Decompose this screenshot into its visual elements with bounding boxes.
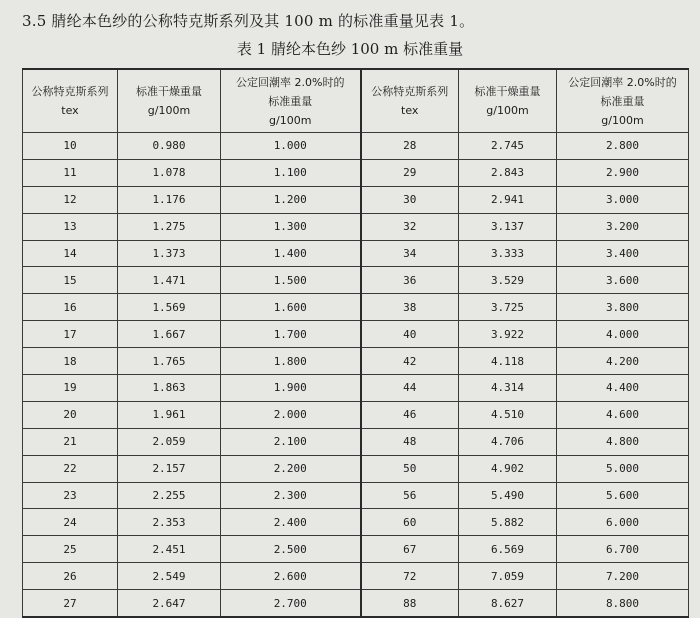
header-std-label-1: 公定回潮率 2.0%时的: [236, 75, 345, 89]
header-tex-unit: tex: [61, 104, 79, 117]
clause-text: 3.5 腈纶本色纱的公称特克斯系列及其 100 m 的标准重量见表 1。: [22, 12, 475, 30]
dry-weight-cell: 4.314: [459, 375, 557, 402]
table-row: [23, 590, 689, 617]
std-weight-cell: 1.300: [221, 213, 361, 240]
dry-weight-cell: 2.647: [118, 590, 221, 617]
dry-weight-cell: 2.059: [118, 428, 221, 455]
dry-weight-cell: 4.510: [459, 401, 557, 428]
std-weight-cell: 1.800: [221, 348, 361, 375]
table-row: [23, 348, 689, 375]
table-row: [23, 401, 689, 428]
tex-cell: 36: [361, 267, 459, 294]
std-weight-cell: 1.500: [221, 267, 361, 294]
table-row: [23, 213, 689, 240]
std-weight-cell: 3.400: [557, 240, 689, 267]
dry-weight-cell: 2.255: [118, 482, 221, 509]
dry-weight-cell: 1.765: [118, 348, 221, 375]
tex-cell: 25: [23, 536, 118, 563]
std-weight-cell: 1.400: [221, 240, 361, 267]
tex-cell: 32: [361, 213, 459, 240]
header-tex-label: 公称特克斯系列: [31, 85, 109, 98]
header-tex-unit: tex: [401, 104, 419, 117]
std-weight-cell: 2.100: [221, 428, 361, 455]
dry-weight-cell: 1.176: [118, 186, 221, 213]
header-std-label-2: 标准重量: [268, 94, 313, 108]
dry-weight-cell: 2.843: [459, 159, 557, 186]
dry-weight-cell: 8.627: [459, 590, 557, 617]
std-weight-cell: 4.800: [557, 428, 689, 455]
tex-cell: 12: [23, 186, 118, 213]
dry-weight-cell: 3.725: [459, 294, 557, 321]
dry-weight-cell: 1.373: [118, 240, 221, 267]
header-dry-weight: [118, 69, 221, 133]
std-weight-cell: 8.800: [557, 590, 689, 617]
std-weight-cell: 3.200: [557, 213, 689, 240]
header-tex-right: [361, 69, 459, 133]
dry-weight-cell: 2.353: [118, 509, 221, 536]
tex-cell: 46: [361, 401, 459, 428]
tex-cell: 34: [361, 240, 459, 267]
std-weight-cell: 1.900: [221, 375, 361, 402]
tex-cell: 17: [23, 321, 118, 348]
tex-cell: 88: [361, 590, 459, 617]
dry-weight-cell: 5.882: [459, 509, 557, 536]
std-weight-cell: 1.000: [221, 133, 361, 160]
dry-weight-cell: 5.490: [459, 482, 557, 509]
header-std-label-2: 标准重量: [600, 94, 645, 108]
tex-cell: 23: [23, 482, 118, 509]
table-row: [23, 428, 689, 455]
dry-weight-cell: 1.667: [118, 321, 221, 348]
table-row: [23, 267, 689, 294]
std-weight-cell: 5.000: [557, 455, 689, 482]
std-weight-cell: 2.600: [221, 563, 361, 590]
std-weight-cell: 2.900: [557, 159, 689, 186]
tex-cell: 38: [361, 294, 459, 321]
std-weight-cell: 3.800: [557, 294, 689, 321]
tex-cell: 24: [23, 509, 118, 536]
dry-weight-cell: 3.922: [459, 321, 557, 348]
table-row: [23, 509, 689, 536]
table-caption: 表 1 腈纶本色纱 100 m 标准重量: [236, 40, 464, 58]
dry-weight-cell: 4.118: [459, 348, 557, 375]
tex-cell: 50: [361, 455, 459, 482]
tex-cell: 26: [23, 563, 118, 590]
std-weight-cell: 2.400: [221, 509, 361, 536]
dry-weight-cell: 2.451: [118, 536, 221, 563]
dry-weight-cell: 1.275: [118, 213, 221, 240]
tex-cell: 72: [361, 563, 459, 590]
tex-cell: 27: [23, 590, 118, 617]
tex-cell: 11: [23, 159, 118, 186]
dry-weight-cell: 2.157: [118, 455, 221, 482]
std-weight-cell: 2.000: [221, 401, 361, 428]
tex-cell: 20: [23, 401, 118, 428]
table-row: [23, 240, 689, 267]
table-row: [23, 482, 689, 509]
std-weight-cell: 1.600: [221, 294, 361, 321]
std-weight-cell: 2.800: [557, 133, 689, 160]
std-weight-cell: 3.000: [557, 186, 689, 213]
table-header-row: [23, 69, 689, 133]
tex-cell: 28: [361, 133, 459, 160]
tex-cell: 14: [23, 240, 118, 267]
table-row: [23, 321, 689, 348]
tex-cell: 40: [361, 321, 459, 348]
dry-weight-cell: 6.569: [459, 536, 557, 563]
std-weight-cell: 6.700: [557, 536, 689, 563]
header-std-weight: [221, 69, 361, 133]
table-row: [23, 159, 689, 186]
std-weight-cell: 2.300: [221, 482, 361, 509]
table-row: [23, 536, 689, 563]
tex-cell: 15: [23, 267, 118, 294]
tex-cell: 56: [361, 482, 459, 509]
header-dry-unit: g/100m: [147, 104, 191, 117]
dry-weight-cell: 4.902: [459, 455, 557, 482]
table-row: [23, 375, 689, 402]
weight-table: [22, 68, 689, 618]
std-weight-cell: 4.400: [557, 375, 689, 402]
header-std-unit: g/100m: [269, 113, 312, 127]
tex-cell: 30: [361, 186, 459, 213]
table-row: [23, 133, 689, 160]
tex-cell: 29: [361, 159, 459, 186]
tex-cell: 10: [23, 133, 118, 160]
table-row: [23, 455, 689, 482]
std-weight-cell: 4.600: [557, 401, 689, 428]
header-std-label-1: 公定回潮率 2.0%时的: [568, 75, 677, 89]
tex-cell: 18: [23, 348, 118, 375]
dry-weight-cell: 2.745: [459, 133, 557, 160]
tex-cell: 42: [361, 348, 459, 375]
dry-weight-cell: 3.333: [459, 240, 557, 267]
table-row: [23, 563, 689, 590]
tex-cell: 22: [23, 455, 118, 482]
header-dry-weight-right: [459, 69, 557, 133]
header-dry-unit: g/100m: [486, 104, 529, 117]
tex-cell: 13: [23, 213, 118, 240]
header-tex: [23, 69, 118, 133]
std-weight-cell: 4.200: [557, 348, 689, 375]
header-std-unit: g/100m: [601, 113, 644, 127]
std-weight-cell: 7.200: [557, 563, 689, 590]
dry-weight-cell: 1.471: [118, 267, 221, 294]
tex-cell: 21: [23, 428, 118, 455]
header-tex-label: 公称特克斯系列: [371, 85, 449, 98]
std-weight-cell: 2.200: [221, 455, 361, 482]
dry-weight-cell: 3.529: [459, 267, 557, 294]
tex-cell: 44: [361, 375, 459, 402]
std-weight-cell: 6.000: [557, 509, 689, 536]
std-weight-cell: 4.000: [557, 321, 689, 348]
dry-weight-cell: 0.980: [118, 133, 221, 160]
dry-weight-cell: 4.706: [459, 428, 557, 455]
std-weight-cell: 5.600: [557, 482, 689, 509]
tex-cell: 48: [361, 428, 459, 455]
dry-weight-cell: 3.137: [459, 213, 557, 240]
dry-weight-cell: 1.863: [118, 375, 221, 402]
std-weight-cell: 1.700: [221, 321, 361, 348]
tex-cell: 67: [361, 536, 459, 563]
std-weight-cell: 1.100: [221, 159, 361, 186]
dry-weight-cell: 2.549: [118, 563, 221, 590]
table-row: [23, 294, 689, 321]
dry-weight-cell: 2.941: [459, 186, 557, 213]
dry-weight-cell: 1.078: [118, 159, 221, 186]
dry-weight-cell: 1.961: [118, 401, 221, 428]
header-dry-label: 标准干燥重量: [474, 85, 541, 98]
header-std-weight-right: [557, 69, 689, 133]
dry-weight-cell: 7.059: [459, 563, 557, 590]
table-row: [23, 186, 689, 213]
std-weight-cell: 2.500: [221, 536, 361, 563]
tex-cell: 19: [23, 375, 118, 402]
header-dry-label: 标准干燥重量: [136, 85, 202, 98]
std-weight-cell: 1.200: [221, 186, 361, 213]
std-weight-cell: 2.700: [221, 590, 361, 617]
std-weight-cell: 3.600: [557, 267, 689, 294]
dry-weight-cell: 1.569: [118, 294, 221, 321]
tex-cell: 60: [361, 509, 459, 536]
tex-cell: 16: [23, 294, 118, 321]
